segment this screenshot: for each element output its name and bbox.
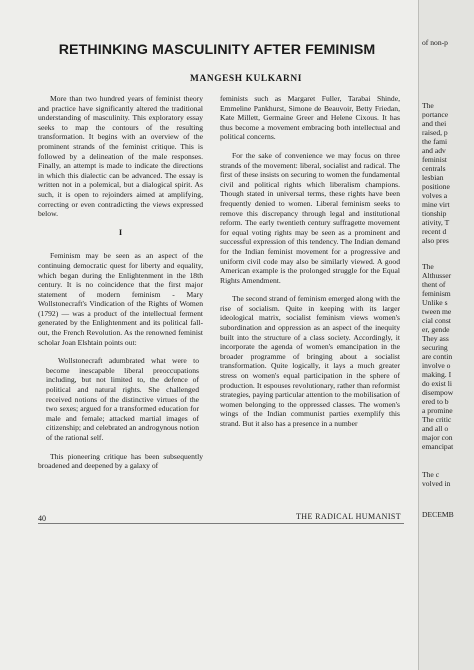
next-page-fragment: portance <box>422 110 449 119</box>
next-page-fragment: cial const <box>422 316 451 325</box>
article-title: RETHINKING MASCULINITY AFTER FEMINISM <box>58 42 376 58</box>
next-page-fragment: They ass <box>422 334 449 343</box>
next-page-fragment: er, gende <box>422 325 450 334</box>
running-footer: THE RADICAL HUMANIST <box>296 512 402 521</box>
right-column <box>220 94 400 438</box>
left-column <box>38 94 203 480</box>
next-page-fragment: Unlike s <box>422 298 448 307</box>
body-paragraph: For the sake of convenience we may focus on three strands of the movement: liberal, socialist and radical. The first of these insists on securing to women the fundamental civil and political rights which liberalism champions. Though stated in universal terms, these rights have been frequently denied to women. Liberal feminism seeks to remove this discrepancy through legal and institutional reform. The early twentieth century suffragette movement for equal voting rights may be seen as a prominent and successful expression of this tendency. The Indian demand for the Indian feminist movement for a progressive and uniform civil code may also be similarly viewed. A good American example is the prolonged struggle for the Equal Rights Amendment. <box>220 150 400 285</box>
next-page-fragment: feminist <box>422 155 447 164</box>
next-page-fragment: The <box>422 101 434 110</box>
abstract-paragraph: More than two hundred years of feminist theory and practice have significantly altered the traditional understanding of masculinity. This exploratory essay seeks to map the contours of the resulting transformation. It begins with an overview of the prominent strands of the feminist critique. This is followed by a delineation of the male responses. Finally, an attempt is made to indicate the directions in which this dialectic can be advanced. The essay is written not in a polemical, but a dialogical spirit. As such, it is open to rejoinders aimed at amplifying, correcting or even contradicting the views expressed below. <box>38 94 203 219</box>
next-page-fragment: raised, p <box>422 128 448 137</box>
next-page-edge <box>418 0 474 670</box>
next-page-fragment: major con <box>422 433 453 442</box>
next-page-fragment: thent of <box>422 280 446 289</box>
next-page-fragment: and all o <box>422 424 449 433</box>
next-page-fragment: of non-p <box>422 38 448 47</box>
next-page-fragment: disempow <box>422 388 454 397</box>
next-page-fragment: mine virt <box>422 200 450 209</box>
next-page-fragment: The <box>422 262 434 271</box>
next-page-fragment: DECEMB <box>422 510 454 519</box>
page-number: 40 <box>38 514 46 523</box>
next-page-fragment: The c <box>422 470 440 479</box>
next-page-fragment: securing <box>422 343 448 352</box>
next-page-fragment: and adv <box>422 146 446 155</box>
next-page-fragment: tionship <box>422 209 447 218</box>
next-page-fragment: volved in <box>422 479 451 488</box>
next-page-fragment: making. I <box>422 370 452 379</box>
next-page-fragment: also pres <box>422 236 449 245</box>
body-paragraph: Feminism may be seen as an aspect of the continuing democratic quest for liberty and equality, which began during the Enlightenment in the 18th century. It is no coincidence that the first major statement of modern feminism - Mary Wollstonecraft's Vindication of the Rights of Women (1792) — was a product of the intellectual ferment generated by the Enlightenment and its political fall-out, the French Revolution. As the renowned feminist scholar Joan Elshtain points out: <box>38 251 203 347</box>
next-page-fragment: and thei <box>422 119 447 128</box>
next-page-fragment: do exist li <box>422 379 452 388</box>
next-page-fragment: The critic <box>422 415 452 424</box>
next-page-fragment: emancipat <box>422 442 454 451</box>
next-page-fragment: are contin <box>422 352 453 361</box>
next-page-fragment: tween me <box>422 307 452 316</box>
body-paragraph: The second strand of feminism emerged along with the rise of socialism. Quite in keeping with its larger ideological matrix, socialist feminism views women's subordination and oppression as an aspect of the inequity built into the structure of a class society. Accordingly, it incorporate the agenda of women's emancipation in the broader programme of bringing about a socialist transformation. Quite logically, it lays a much greater stress on women's equal participation in the sphere of production. It espouses revolutionary, rather than reformist strategies, paying particular attention to the mobilisation of women belonging to the oppressed classes. The women's wings of the Indian communist parties exemplify this strand. But it also has a presence in a number <box>220 294 400 428</box>
next-page-fragment: volves a <box>422 191 448 200</box>
next-page-fragment: a promine <box>422 406 453 415</box>
body-paragraph: feminists such as Margaret Fuller, Tarabai Shinde, Emmeline Pankhurst, Simone de Beauvoir, Betty Friedan, Kate Millett, Germaine Greer and Helene Cixous. It has thus become a movement embracing both intellectual and political concerns. <box>220 94 400 142</box>
next-page-fragment: positione <box>422 182 450 191</box>
section-number: I <box>118 226 123 237</box>
block-quote: Wollstonecraft adumbrated what were to become inescapable liberal preoccupations including, but not limited to, the defence of political and natural rights. She challenged received notions of the distinctive virtues of the two sexes; argued for a transformed education for male and female; attacked martial images of citizenship; and celebrated an androgynous notion of the rational self. <box>46 356 199 442</box>
next-page-fragment: the fami <box>422 137 448 146</box>
body-paragraph: This pioneering critique has been subsequently broadened and deepened by a galaxy of <box>38 451 203 471</box>
next-page-fragment: feminism <box>422 289 451 298</box>
footer-rule <box>38 523 404 524</box>
article-author: MANGESH KULKARNI <box>190 74 302 84</box>
next-page-fragment: ativity, T <box>422 218 450 227</box>
next-page-fragment: recent d <box>422 227 447 236</box>
next-page-fragment: Althusser <box>422 271 452 280</box>
next-page-fragment: lesbian <box>422 173 444 182</box>
next-page-fragment: involve o <box>422 361 451 370</box>
next-page-fragment: centrals <box>422 164 446 173</box>
next-page-fragment: ered to b <box>422 397 449 406</box>
